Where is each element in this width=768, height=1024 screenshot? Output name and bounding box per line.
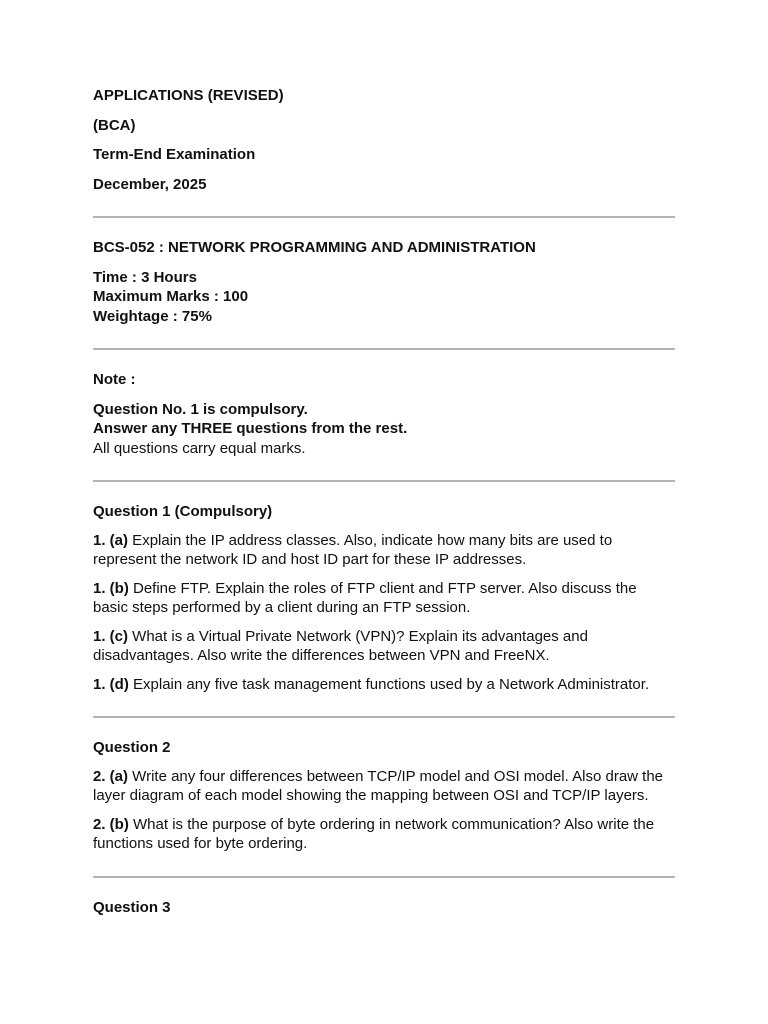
item-text: Write any four differences between TCP/IP model and OSI model. Also draw the layer diagram of each model showing the mapping between OSI and TCP/IP layers.	[93, 767, 664, 804]
instructions-note	[93, 370, 675, 458]
divider	[93, 216, 675, 218]
item-number: 1. (d)	[93, 675, 129, 693]
question-title: Question 3	[93, 898, 171, 916]
paper-title: BCS-052 : NETWORK PROGRAMMING AND ADMINISTRATION	[93, 239, 536, 256]
question-title: Question 1 (Compulsory)	[93, 503, 273, 520]
note-label: Note :	[93, 371, 136, 388]
item-text: What is the purpose of byte ordering in network communication? Also write the functions used for byte ordering.	[93, 815, 655, 852]
item-text: What is a Virtual Private Network (VPN)? Explain its advantages and disadvantages. Also write the differences between VPN and FreeNX.	[93, 627, 588, 664]
item-number: 2. (b)	[93, 815, 129, 833]
note-equal-marks: All questions carry equal marks.	[93, 439, 306, 457]
maximum-marks: Maximum Marks : 100	[93, 288, 249, 305]
item-number: 2. (a)	[93, 767, 129, 785]
divider	[93, 348, 675, 350]
divider	[93, 876, 675, 878]
course-code: (BCA)	[93, 116, 136, 134]
exam-paper	[93, 86, 675, 926]
item-number: 1. (c)	[93, 627, 129, 645]
question-1	[93, 502, 675, 694]
note-compulsory: Question No. 1 is compulsory.	[93, 400, 308, 418]
exam-header	[93, 86, 675, 194]
weightage: Weightage : 75%	[93, 307, 212, 325]
exam-date: December, 2025	[93, 175, 207, 193]
item-text: Explain the IP address classes. Also, indicate how many bits are used to represent the network ID and host ID part for these IP addresses.	[93, 531, 613, 568]
item-text: Define FTP. Explain the roles of FTP client and FTP server. Also discuss the basic steps performed by a client during an FTP session.	[93, 579, 637, 616]
question-item	[93, 815, 675, 854]
item-number: 1. (a)	[93, 531, 129, 549]
question-item	[93, 627, 675, 666]
item-number: 1. (b)	[93, 579, 129, 597]
paper-info	[93, 238, 675, 326]
question-item	[93, 531, 675, 570]
question-item	[93, 767, 675, 806]
question-item	[93, 675, 675, 695]
question-3	[93, 898, 675, 918]
question-2	[93, 738, 675, 854]
exam-name: Term-End Examination	[93, 146, 256, 163]
question-title: Question 2	[93, 739, 171, 756]
item-text: Explain any five task management functions used by a Network Administrator.	[128, 675, 650, 693]
question-item	[93, 579, 675, 618]
time-allowed: Time : 3 Hours	[93, 268, 197, 286]
divider	[93, 480, 675, 482]
programme-title: APPLICATIONS (REVISED)	[93, 87, 284, 104]
note-answer-any: Answer any THREE questions from the rest.	[93, 420, 408, 437]
divider	[93, 716, 675, 718]
